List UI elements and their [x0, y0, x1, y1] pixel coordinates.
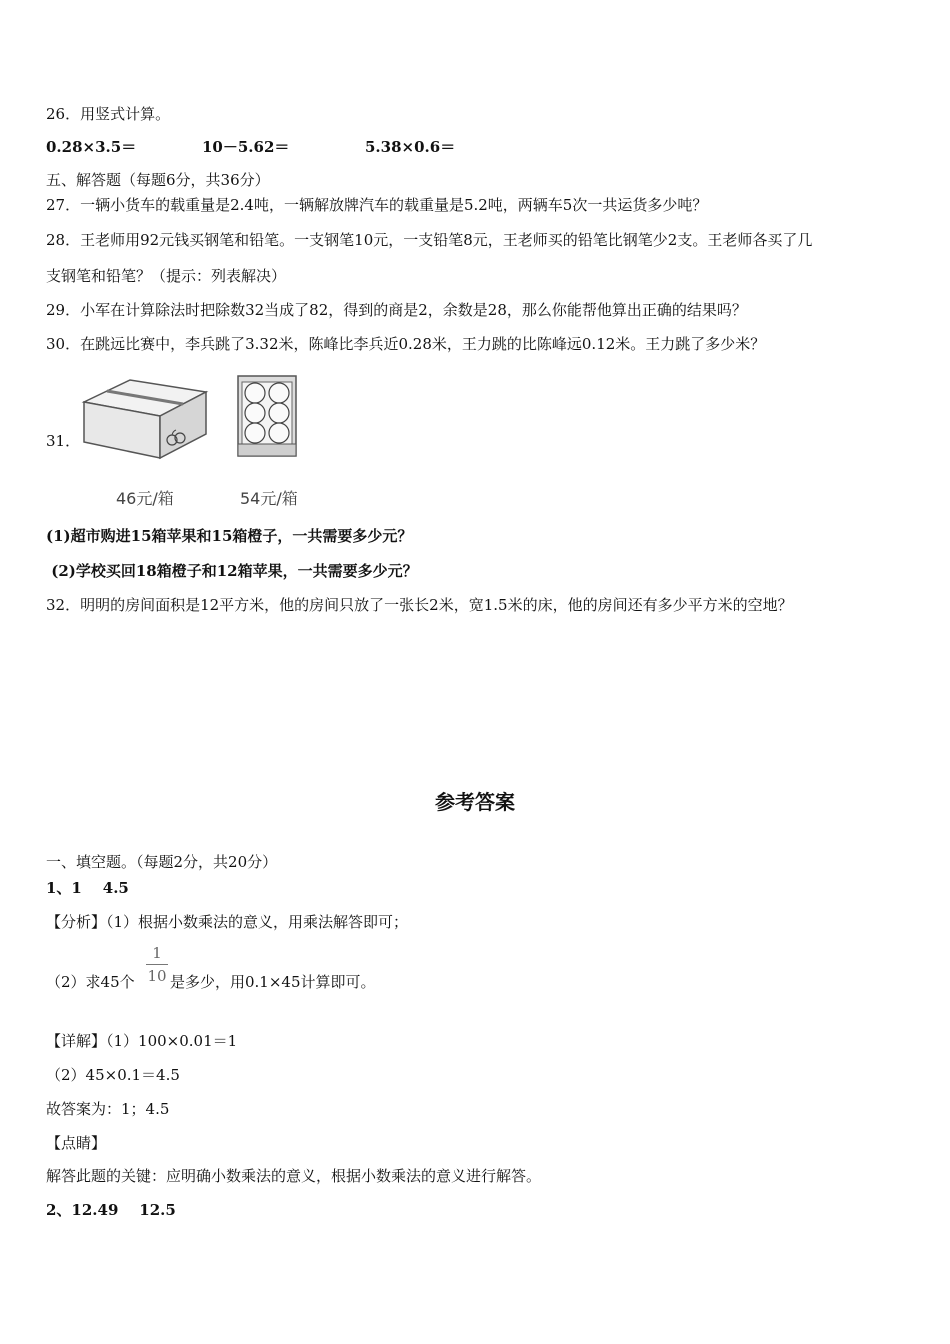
fraction-bar	[146, 964, 168, 965]
analysis-line-2-suffix: 是多少，用0.1×45计算即可。	[170, 973, 376, 991]
answer-2: 2、12.49 12.5	[46, 1201, 176, 1219]
detail-line-2: （2）45×0.1＝4.5	[46, 1066, 180, 1084]
fraction-denominator: 10	[147, 967, 167, 985]
question-27: 27．一辆小货车的载重量是2.4吨，一辆解放牌汽车的载重量是5.2吨，两辆车5次一共运货多少吨？	[46, 196, 708, 214]
answers-section-1-heading: 一、填空题。（每题2分，共20分）	[46, 853, 278, 871]
section-5-heading: 五、解答题（每题6分，共36分）	[46, 171, 270, 189]
orange-price-label: 54元/箱	[240, 489, 298, 508]
question-28-line-2: 支钢笔和铅笔？（提示：列表解决）	[46, 267, 287, 285]
fraction-numerator: 1	[152, 944, 162, 962]
question-30: 30．在跳远比赛中，李兵跳了3.32米，陈峰比李兵近0.28米，王力跳的比陈峰远0.12米。王力跳了多少米？	[46, 335, 766, 353]
question-28-line-1: 28．王老师用92元钱买钢笔和铅笔。一支钢笔10元，一支铅笔8元，王老师买的铅笔比钢笔少2支。王老师各买了几	[46, 231, 813, 249]
calc-3: 5.38×0.6＝	[365, 138, 456, 156]
analysis-line-1: 【分析】（1）根据小数乘法的意义，用乘法解答即可；	[46, 913, 409, 931]
q26-calculations	[46, 137, 455, 157]
answer-result: 故答案为：1；4.5	[46, 1100, 170, 1118]
question-29: 29．小军在计算除法时把除数32当成了82，得到的商是2，余数是28，那么你能帮他算出正确的结果吗？	[46, 301, 747, 319]
question-31-number: 31．	[46, 432, 81, 450]
answer-1: 1、1 4.5	[46, 879, 129, 897]
tip-text: 解答此题的关键：应明确小数乘法的意义，根据小数乘法的意义进行解答。	[46, 1167, 542, 1185]
answers-title: 参考答案	[435, 790, 515, 814]
calc-2: 10－5.62＝	[202, 138, 290, 156]
question-32: 32．明明的房间面积是12平方米，他的房间只放了一张长2米，宽1.5米的床，他的房间还有多少平方米的空地？	[46, 596, 793, 614]
detail-line-1: 【详解】（1）100×0.01＝1	[46, 1032, 238, 1050]
question-31-part-2: (2)学校买回18箱橙子和12箱苹果，一共需要多少元？	[46, 562, 418, 580]
fraction-one-tenth	[146, 944, 168, 985]
question-31-part-1: (1)超市购进15箱苹果和15箱橙子，一共需要多少元？	[46, 527, 413, 545]
analysis-line-2-prefix: （2）求45个	[46, 973, 135, 991]
apple-price-label: 46元/箱	[116, 489, 174, 508]
orange-box-image	[234, 372, 300, 462]
calc-1: 0.28×3.5＝	[46, 138, 137, 156]
tip-heading: 【点睛】	[46, 1134, 107, 1152]
apple-box-image	[80, 372, 210, 462]
q26-heading: 26．用竖式计算。	[46, 105, 171, 123]
